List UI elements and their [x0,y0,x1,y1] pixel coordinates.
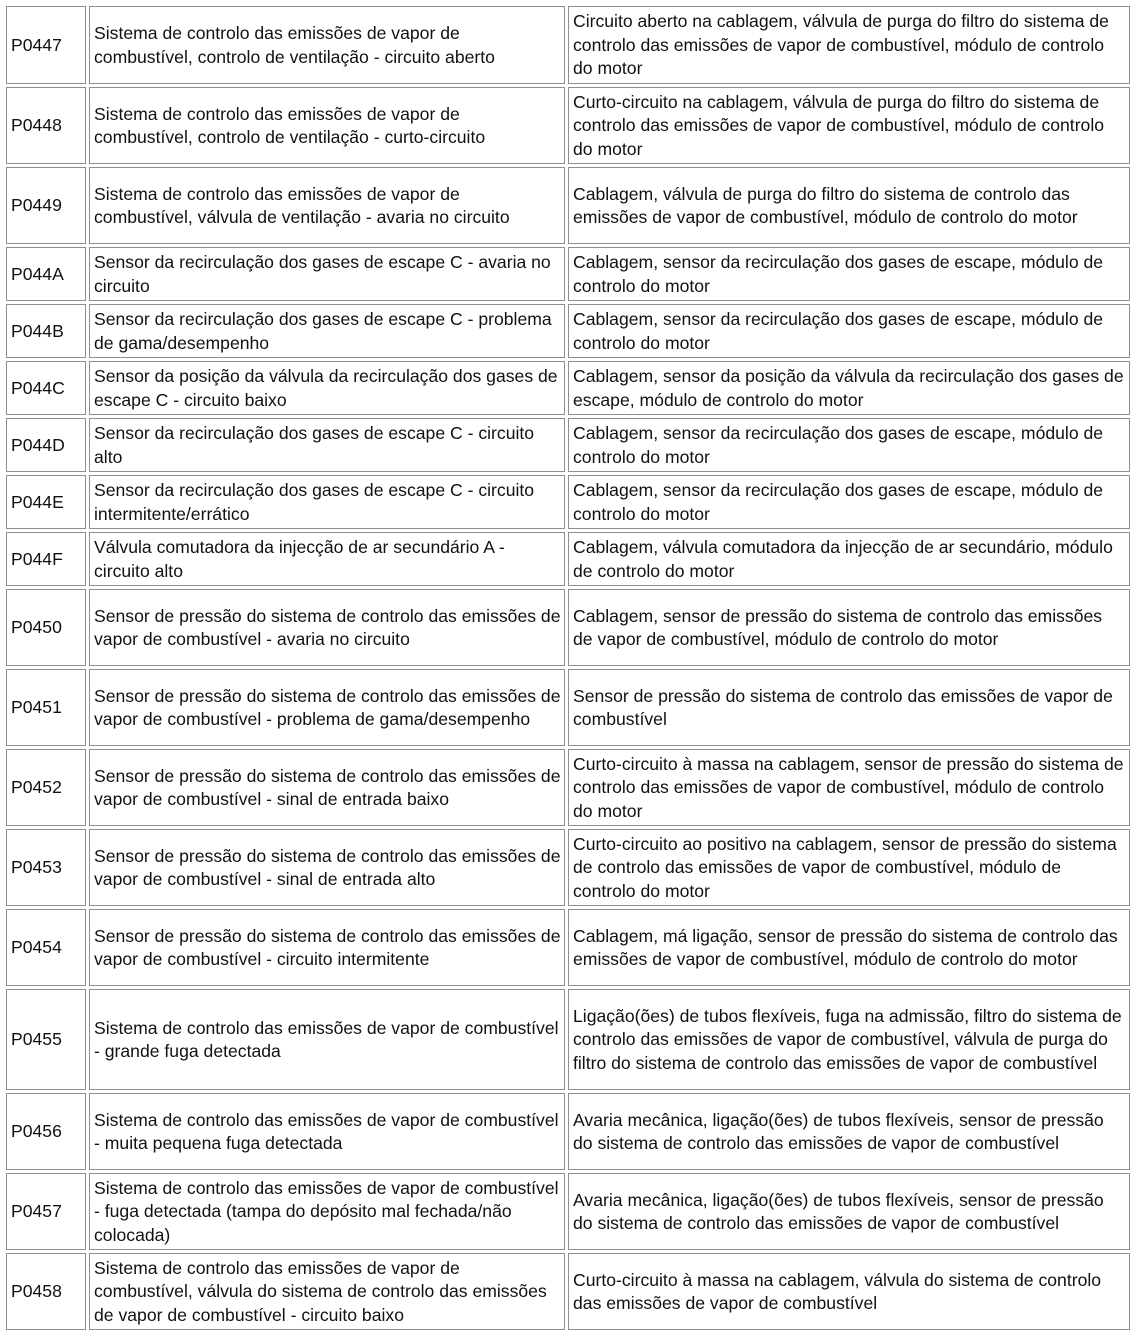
fault-cause-cell: Cablagem, sensor da posição da válvula da recirculação dos gases de escape, módulo de controlo do motor [568,361,1130,415]
table-row [6,167,1130,244]
fault-description-cell: Sensor da recirculação dos gases de escape C - avaria no circuito [89,247,565,301]
table-row [6,475,1130,529]
table-row [6,361,1130,415]
table-row [6,6,1130,84]
fault-description-cell: Sistema de controlo das emissões de vapor de combustível, válvula de ventilação - avaria no circuito [89,167,565,244]
fault-cause-cell: Curto-circuito à massa na cablagem, válvula do sistema de controlo das emissões de vapor de combustível [568,1253,1130,1330]
table-row [6,1253,1130,1330]
table-row [6,589,1130,666]
fault-description-cell: Sensor de pressão do sistema de controlo das emissões de vapor de combustível - sinal de entrada alto [89,829,565,906]
fault-description-cell: Sensor da posição da válvula da recirculação dos gases de escape C - circuito baixo [89,361,565,415]
fault-cause-cell: Curto-circuito na cablagem, válvula de purga do filtro do sistema de controlo das emissões de vapor de combustível, módulo de controlo do motor [568,87,1130,164]
fault-description-cell: Sensor da recirculação dos gases de escape C - circuito alto [89,418,565,472]
fault-code-cell: P0453 [6,829,86,906]
table-row [6,1093,1130,1170]
fault-cause-cell: Cablagem, válvula comutadora da injecção de ar secundário, módulo de controlo do motor [568,532,1130,586]
fault-code-cell: P0457 [6,1173,86,1250]
fault-code-cell: P0456 [6,1093,86,1170]
fault-cause-cell: Cablagem, sensor da recirculação dos gases de escape, módulo de controlo do motor [568,418,1130,472]
fault-description-cell: Sistema de controlo das emissões de vapor de combustível, válvula do sistema de controlo das emissões de vapor de combustível - circuito baixo [89,1253,565,1330]
table-row [6,909,1130,986]
fault-code-cell: P044F [6,532,86,586]
fault-description-cell: Sensor da recirculação dos gases de escape C - circuito intermitente/errático [89,475,565,529]
fault-code-cell: P0452 [6,749,86,826]
fault-cause-cell: Cablagem, sensor da recirculação dos gases de escape, módulo de controlo do motor [568,475,1130,529]
fault-code-cell: P0448 [6,87,86,164]
fault-description-cell: Sistema de controlo das emissões de vapor de combustível, controlo de ventilação - circuito aberto [89,6,565,84]
fault-code-cell: P0447 [6,6,86,84]
table-row [6,247,1130,301]
fault-code-cell: P0451 [6,669,86,746]
fault-code-table-body [6,6,1130,1330]
table-row [6,304,1130,358]
table-row [6,87,1130,164]
fault-description-cell: Válvula comutadora da injecção de ar secundário A - circuito alto [89,532,565,586]
fault-code-cell: P0455 [6,989,86,1090]
table-row [6,669,1130,746]
fault-code-table [3,3,1133,1333]
fault-code-cell: P0450 [6,589,86,666]
fault-code-cell: P044E [6,475,86,529]
fault-description-cell: Sensor de pressão do sistema de controlo das emissões de vapor de combustível - circuito intermitente [89,909,565,986]
fault-code-cell: P044C [6,361,86,415]
fault-description-cell: Sistema de controlo das emissões de vapor de combustível - fuga detectada (tampa do depósito mal fechada/não colocada) [89,1173,565,1250]
fault-cause-cell: Cablagem, sensor de pressão do sistema de controlo das emissões de vapor de combustível, módulo de controlo do motor [568,589,1130,666]
table-row [6,1173,1130,1250]
fault-cause-cell: Circuito aberto na cablagem, válvula de purga do filtro do sistema de controlo das emissões de vapor de combustível, módulo de controlo do motor [568,6,1130,84]
fault-description-cell: Sensor da recirculação dos gases de escape C - problema de gama/desempenho [89,304,565,358]
fault-code-cell: P044B [6,304,86,358]
fault-code-cell: P0454 [6,909,86,986]
fault-code-cell: P044A [6,247,86,301]
table-row [6,532,1130,586]
table-row [6,418,1130,472]
fault-description-cell: Sensor de pressão do sistema de controlo das emissões de vapor de combustível - problema de gama/desempenho [89,669,565,746]
table-row [6,829,1130,906]
fault-description-cell: Sistema de controlo das emissões de vapor de combustível, controlo de ventilação - curto-circuito [89,87,565,164]
fault-cause-cell: Cablagem, sensor da recirculação dos gases de escape, módulo de controlo do motor [568,247,1130,301]
fault-code-cell: P0449 [6,167,86,244]
fault-description-cell: Sistema de controlo das emissões de vapor de combustível - grande fuga detectada [89,989,565,1090]
fault-description-cell: Sistema de controlo das emissões de vapor de combustível - muita pequena fuga detectada [89,1093,565,1170]
fault-cause-cell: Sensor de pressão do sistema de controlo das emissões de vapor de combustível [568,669,1130,746]
fault-cause-cell: Avaria mecânica, ligação(ões) de tubos flexíveis, sensor de pressão do sistema de controlo das emissões de vapor de combustível [568,1173,1130,1250]
fault-cause-cell: Cablagem, válvula de purga do filtro do sistema de controlo das emissões de vapor de combustível, módulo de controlo do motor [568,167,1130,244]
fault-code-cell: P0458 [6,1253,86,1330]
fault-description-cell: Sensor de pressão do sistema de controlo das emissões de vapor de combustível - sinal de entrada baixo [89,749,565,826]
fault-code-cell: P044D [6,418,86,472]
fault-cause-cell: Ligação(ões) de tubos flexíveis, fuga na admissão, filtro do sistema de controlo das emissões de vapor de combustível, válvula de purga do filtro do sistema de controlo das emissões de vapor de combustível [568,989,1130,1090]
fault-cause-cell: Curto-circuito à massa na cablagem, sensor de pressão do sistema de controlo das emissões de vapor de combustível, módulo de controlo do motor [568,749,1130,826]
fault-description-cell: Sensor de pressão do sistema de controlo das emissões de vapor de combustível - avaria no circuito [89,589,565,666]
fault-cause-cell: Curto-circuito ao positivo na cablagem, sensor de pressão do sistema de controlo das emissões de vapor de combustível, módulo de controlo do motor [568,829,1130,906]
table-row [6,749,1130,826]
fault-cause-cell: Avaria mecânica, ligação(ões) de tubos flexíveis, sensor de pressão do sistema de controlo das emissões de vapor de combustível [568,1093,1130,1170]
table-row [6,989,1130,1090]
fault-cause-cell: Cablagem, sensor da recirculação dos gases de escape, módulo de controlo do motor [568,304,1130,358]
fault-cause-cell: Cablagem, má ligação, sensor de pressão do sistema de controlo das emissões de vapor de combustível, módulo de controlo do motor [568,909,1130,986]
